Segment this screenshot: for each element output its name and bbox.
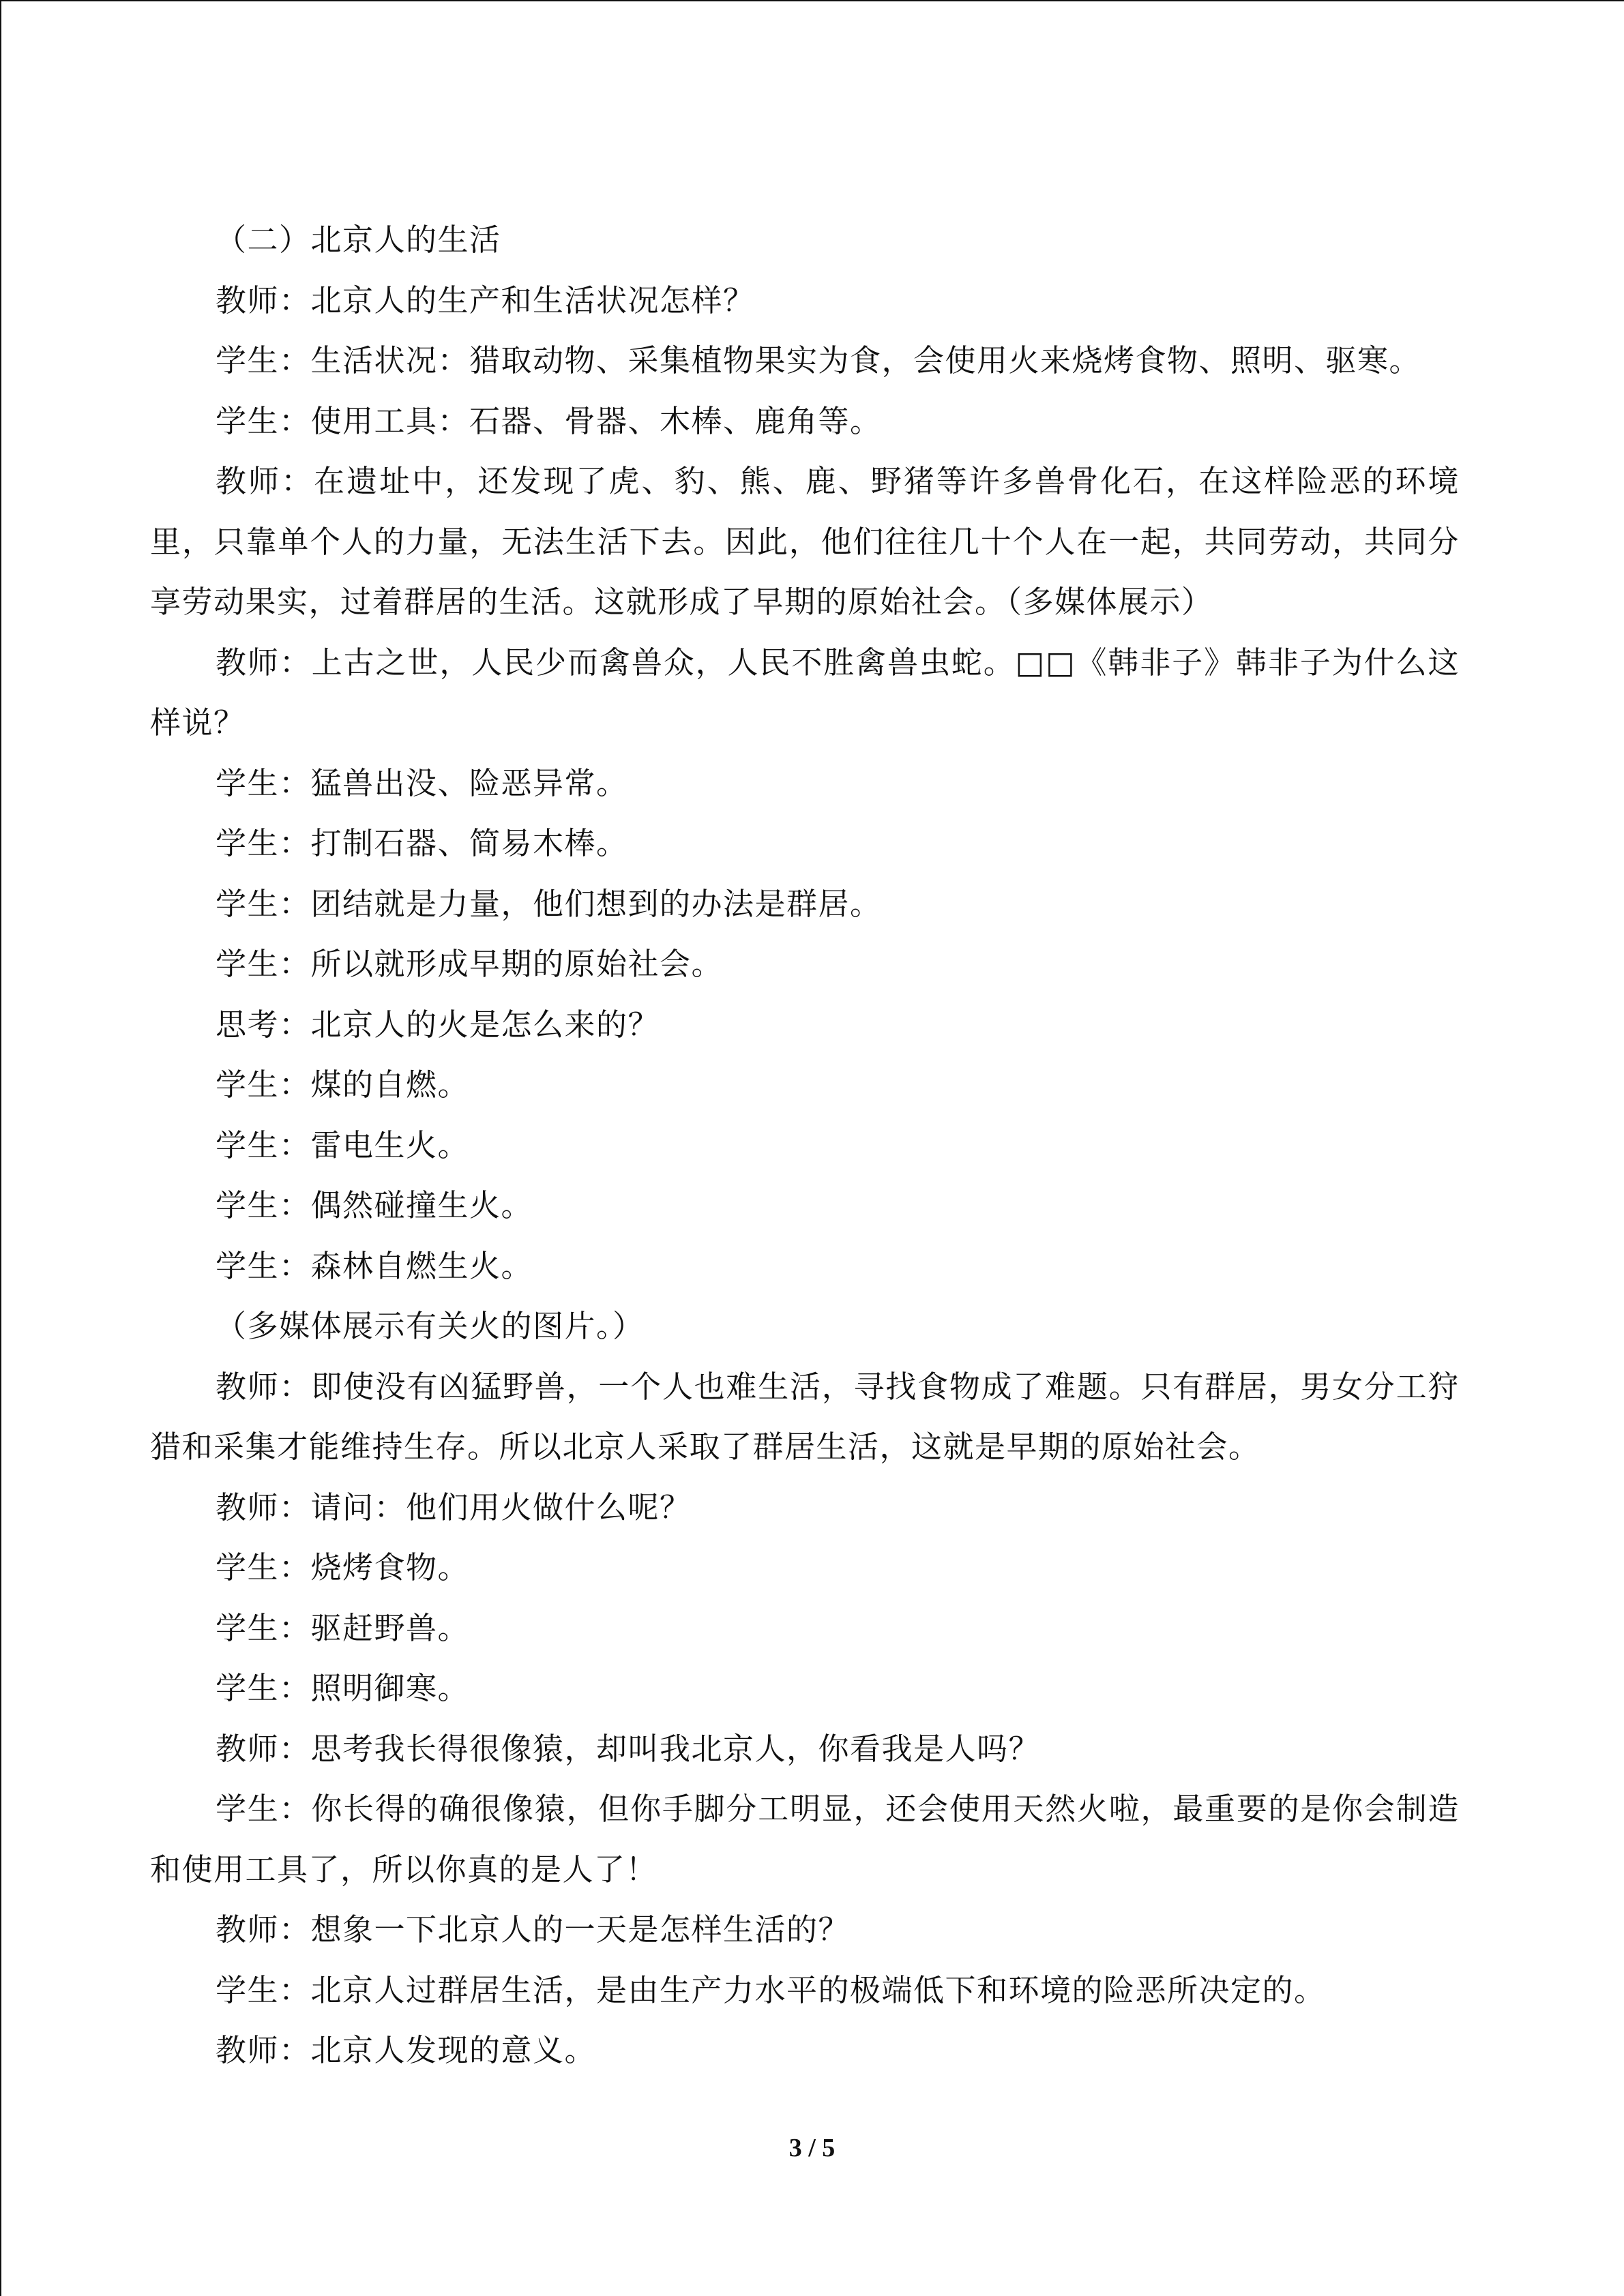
paragraph: 教师：北京人发现的意义。 xyxy=(216,2032,597,2068)
paragraph: 教师：想象一下北京人的一天是怎样生活的？ xyxy=(216,1911,851,1948)
paragraph: （多媒体展示有关火的图片。） xyxy=(216,1308,645,1344)
paragraph: 教师：即使没有凶猛野兽，一个人也难生活，寻找食物成了难题。只有群居，男女分工狩猎和采集才能维持生存。所以北京人采取了群居生活，这就是早期的原始社会。 xyxy=(150,1368,1460,1465)
paragraph: 学生：照明御寒。 xyxy=(216,1670,470,1706)
paragraph: 学生：使用工具：石器、骨器、木棒、鹿角等。 xyxy=(216,402,882,439)
paragraph: 学生：生活状况：猎取动物、采集植物果实为食，会使用火来烧烤食物、照明、驱寒。 xyxy=(216,342,1421,378)
paragraph: 学生：团结就是力量，他们想到的办法是群居。 xyxy=(216,885,882,922)
paragraph: 学生：驱赶野兽。 xyxy=(216,1609,470,1646)
paragraph: 学生：所以就形成早期的原始社会。 xyxy=(216,946,724,982)
paragraph: 教师：请问：他们用火做什么呢？ xyxy=(216,1489,692,1525)
paragraph: 教师：上古之世，人民少而禽兽众，人民不胜禽兽虫蛇。□□《韩非子》韩非子为什么这样说？ xyxy=(150,644,1460,741)
paragraph: 学生：北京人过群居生活，是由生产力水平的极端低下和环境的险恶所决定的。 xyxy=(216,1971,1326,2008)
paragraph: 学生：煤的自燃。 xyxy=(216,1067,470,1103)
paragraph: 教师：思考我长得很像猿，却叫我北京人，你看我是人吗？ xyxy=(216,1730,1041,1767)
paragraph: 学生：烧烤食物。 xyxy=(216,1549,470,1585)
section-heading: （二）北京人的生活 xyxy=(216,222,501,258)
paragraph: 学生：打制石器、简易木棒。 xyxy=(216,825,628,861)
document-body xyxy=(150,210,1460,2081)
paragraph: 学生：森林自燃生火。 xyxy=(216,1247,533,1284)
page-number: 3 / 5 xyxy=(788,2134,836,2162)
paragraph: 学生：雷电生火。 xyxy=(216,1127,470,1163)
paragraph: 思考：北京人的火是怎么来的？ xyxy=(216,1006,660,1043)
paragraph: 学生：你长得的确很像猿，但你手脚分工明显，还会使用天然火啦，最重要的是你会制造和使用工具了，所以你真的是人了！ xyxy=(150,1791,1460,1888)
paragraph: 学生：猛兽出没、险恶异常。 xyxy=(216,764,628,801)
paragraph: 教师：北京人的生产和生活状况怎样？ xyxy=(216,282,755,318)
paragraph: 教师：在遗址中，还发现了虎、豹、熊、鹿、野猪等许多兽骨化石，在这样险恶的环境里，只靠单个人的力量，无法生活下去。因此，他们往往几十个人在一起，共同劳动，共同分享劳动果实，过着群居的生活。这就形成了早期的原始社会。（多媒体展示） xyxy=(150,463,1460,620)
paragraph: 学生：偶然碰撞生火。 xyxy=(216,1187,533,1223)
